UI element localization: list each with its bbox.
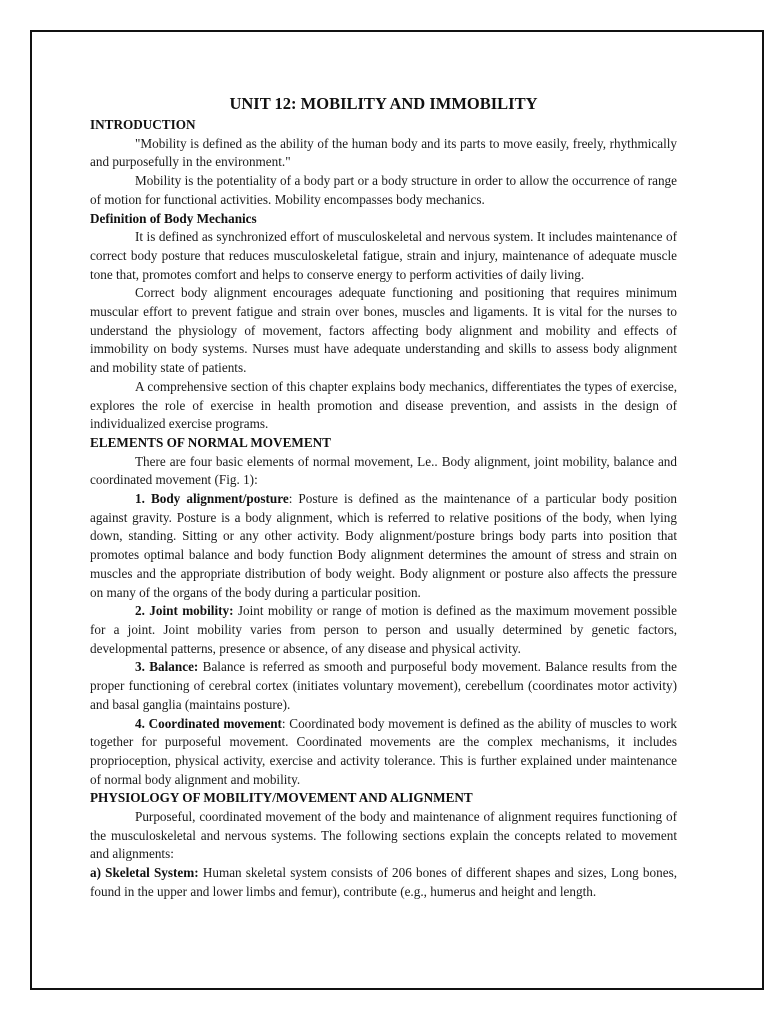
list-item-label: 4. Coordinated movement <box>135 715 282 731</box>
list-item-text: Joint mobility or range of motion is defined as the maximum movement possible for a joint. Joint mobility varies from person to person and usually determined by genetic factors, developmental patterns, presence or absence, of any disease and physical activity. <box>90 603 677 656</box>
list-item <box>90 658 677 714</box>
list-item-label: 2. Joint mobility: <box>135 603 234 619</box>
page-title: UNIT 12: MOBILITY AND IMMOBILITY <box>229 94 538 113</box>
section-heading-introduction: INTRODUCTION <box>90 117 196 132</box>
section-heading-elements: ELEMENTS OF NORMAL MOVEMENT <box>90 434 331 450</box>
section-heading-body-mechanics: Definition of Body Mechanics <box>90 210 257 226</box>
paragraph: A comprehensive section of this chapter explains body mechanics, differentiates the types of exercise, explores the role of exercise in health promotion and disease prevention, and assists in the design of individualized exercise programs. <box>90 378 677 432</box>
paragraph: Correct body alignment encourages adequate functioning and positioning that requires minimum muscular effort to prevent fatigue and strain over bones, muscles and ligaments. It is vital for the nurses to understand the physiology of movement, factors affecting body alignment and mobility and effects of immobility on body systems. Nurses must have adequate understanding and skills to assess body alignment and mobility state of patients. <box>90 285 677 376</box>
list-item <box>90 715 677 790</box>
list-item-text: Balance is referred as smooth and purposeful body movement. Balance results from the proper functioning of cerebral cortex (initiates voluntary movement), cerebellum (coordinates motor activity) and basal ganglia (maintains posture). <box>90 659 677 712</box>
section-heading-physiology: PHYSIOLOGY OF MOBILITY/MOVEMENT AND ALIGNMENT <box>90 790 473 806</box>
list-item <box>90 490 677 602</box>
list-item-text: : Coordinated body movement is defined as the ability of muscles to work together for purposeful movement. Coordinated movements are the complex mechanisms, it includes proprioception, physical activity, exercise and activity tolerance. This is further explained under maintenance of normal body alignment and mobility. <box>90 715 677 787</box>
paragraph: It is defined as synchronized effort of musculoskeletal and nervous system. It includes maintenance of correct body posture that reduces musculoskeletal fatigue, strain and injury, maintenance of adequate muscle tone that, promotes comfort and helps to conserve energy to perform activities of daily living. <box>90 229 677 282</box>
list-item-text: : Posture is defined as the maintenance of a particular body position against gravity. Posture is a body alignment, which is referred to relative positions of the body, when lying down, standing. Sitting or any other activity. Body alignment/posture brings body parts into position that promotes optimal balance and body function Body alignment determines the amount of stress and strain on muscles and the appropriate distribution of body weight. Body alignment or posture also affects the pressure on many of the organs of the body during a particular position. <box>90 491 677 600</box>
paragraph: Purposeful, coordinated movement of the body and maintenance of alignment requires functioning of the musculoskeletal and nervous systems. The following sections explain the concepts related to movement and alignments: <box>90 809 677 862</box>
paragraph-skeletal-system <box>90 864 677 901</box>
paragraph: There are four basic elements of normal movement, Le.. Body alignment, joint mobility, balance and coordinated movement (Fig. 1): <box>90 453 677 488</box>
list-item-label: 3. Balance: <box>135 659 199 675</box>
paragraph: Mobility is the potentiality of a body part or a body structure in order to allow the occurrence of range of motion for functional activities. Mobility encompasses body mechanics. <box>90 173 677 207</box>
list-item <box>90 602 677 658</box>
list-item-label: 1. Body alignment/posture <box>135 491 289 507</box>
document-body <box>90 94 677 902</box>
subheading-label: a) Skeletal System: <box>90 865 199 881</box>
paragraph: "Mobility is defined as the ability of the human body and its parts to move easily, freely, rhythmically and purposefully in the environment." <box>90 135 677 170</box>
paragraph-text: Human skeletal system consists of 206 bones of different shapes and sizes, Long bones, found in the upper and lower limbs and femur), contribute (e.g., humerus and height and length. <box>90 865 677 899</box>
